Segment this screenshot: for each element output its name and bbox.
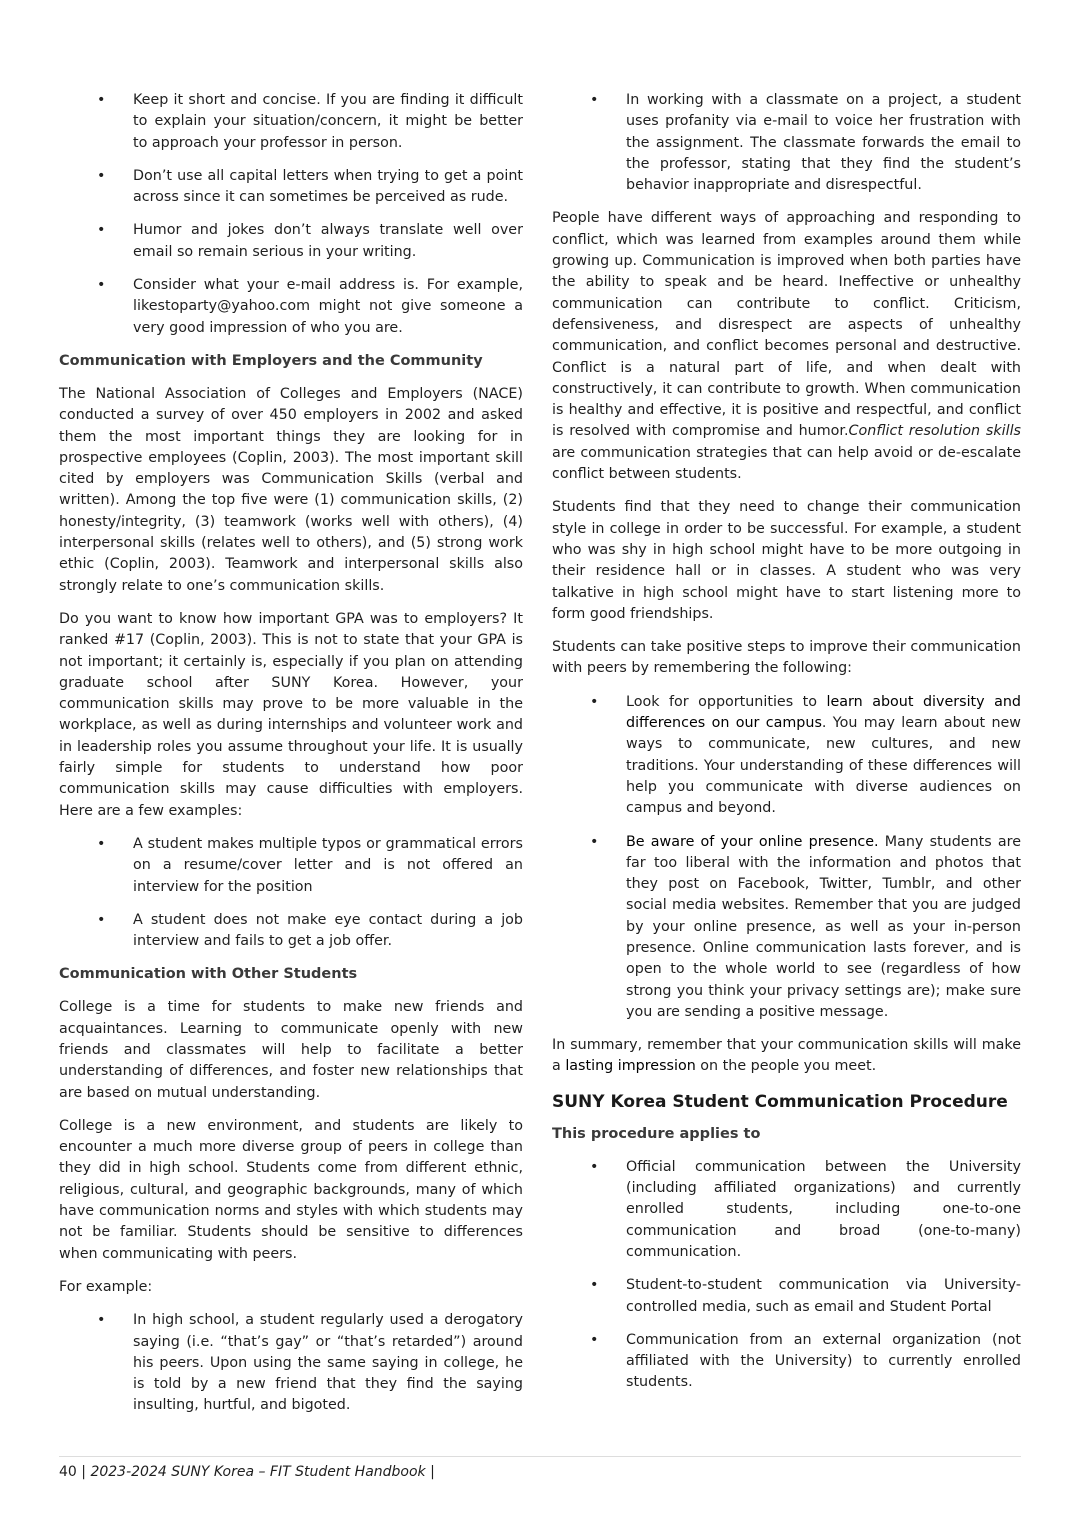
list-item: • Keep it short and concise. If you are finding it difficult to explain your situation/concern, it might be better to approach your professor in person. — [59, 90, 523, 154]
online-presence-emphasis: Be aware of your online presence. — [626, 833, 879, 850]
paragraph-college-friends: College is a time for students to make new friends and acquaintances. Learning to communicate openly with new friends and classmates will help to facilitate a better understanding of differences, and foster new relationships that are based on mutual understanding. — [59, 999, 523, 1101]
summary-text: In summary, remember that your communication skills will make a — [552, 1037, 1021, 1075]
paragraph-conflict — [552, 208, 1021, 485]
footer-separator: | — [425, 1464, 435, 1480]
list-item: • In high school, a student regularly used a derogatory saying (i.e. “that’s gay” or “that’s retarded”) around his peers. Upon using the same saying in college, he is told by a new friend that they find the saying insulting, hurtful, and bigoted. — [59, 1310, 523, 1416]
paragraph-nace: The National Association of Colleges and Employers (NACE) conducted a survey of over 450 employers in 2002 and asked them the most important things they are looking for in prospective employees (Coplin, 2003). The most important skill cited by employers was Communication Skills (verbal and written). Among the top five were (1) communication skills, (2) honesty/integrity, (3) teamwork (works well with others), (4) interpersonal skills (relates well to others), and (5) strong work ethic (Coplin, 2003). Teamwork and interpersonal skills also strongly relate to one’s communication skills. — [59, 385, 523, 594]
employer-examples-list — [59, 834, 523, 952]
improvement-steps-list — [552, 692, 1021, 1023]
peer-examples-list-continued — [552, 90, 1021, 196]
list-item: • Official communication between the University (including affiliated organizations) and currently enrolled students, including one-to-one communication and broad (one-to-many) communication. — [552, 1157, 1021, 1263]
page-footer — [59, 1462, 435, 1482]
peer-examples-list — [59, 1310, 523, 1416]
paragraph-college-environment: College is a new environment, and students are likely to encounter a much more diverse group of peers in college than they did in high school. Students come from different ethnic, religious, cultural, and geographic backgrounds, many of which have communication norms and styles with which students may not be familiar. Students should be sensitive to differences when communicating with peers. — [59, 1117, 523, 1262]
list-item — [552, 832, 1021, 1024]
list-item: • Consider what your e-mail address is. For example, likestoparty@yahoo.com might not give someone a very good impression of who you are. — [59, 275, 523, 339]
paragraph-gpa: Do you want to know how important GPA was to employers? It ranked #17 (Coplin, 2003). This is not to state that your GPA is not important; it certainly is, especially if you plan on attending graduate school after SUNY Korea. However, your communication skills may prove to be more valuable in the workplace, as well as during internships and volunteer work and in leadership roles you assume throughout your life. It is usually fairly simple for students to understand how poor communication skills may cause difficulties with employers. Here are a few examples: — [59, 610, 523, 819]
left-column — [59, 90, 523, 1429]
diversity-emphasis: learn about diversity and differences on our campus — [626, 693, 1021, 732]
list-item: • A student does not make eye contact during a job interview and fails to get a job offer. — [59, 910, 523, 953]
list-item-text: Look for opportunities to — [626, 693, 827, 710]
lasting-impression-emphasis: lasting impression — [565, 1058, 696, 1075]
paragraph-steps: Students can take positive steps to improve their communication with peers by remembering the following: — [552, 639, 1021, 677]
list-item-text: Many students are far too liberal with the information and photos that they post on Facebook, Twitter, Tumblr, and other social media websites. Remember that you are judged by your online presence, as well as your in-person presence. Online communication lasts forever, and is open to the whole world to see (regardless of how strong you think your privacy settings are); make sure you are sending a positive message. — [626, 833, 1021, 1020]
footer-separator: | — [76, 1464, 91, 1480]
email-tips-list — [59, 90, 523, 339]
list-item: • Don’t use all capital letters when trying to get a point across since it can sometimes be perceived as rude. — [59, 166, 523, 209]
footer-rule — [59, 1456, 1021, 1457]
list-item: • Communication from an external organization (not affiliated with the University) to currently enrolled students. — [552, 1330, 1021, 1394]
section-heading-employers: Communication with Employers and the Community — [59, 352, 483, 369]
page-number: 40 — [59, 1464, 77, 1480]
conflict-text: People have different ways of approaching and responding to conflict, which was learned from examples around them while growing up. Communication is improved when both parties have the ability to speak and be heard. Ineffective or unhealthy communication can contribute to conflict. Criticism, defensiveness, and disrespect are aspects of unhealthy communication, and conflict becomes personal and destructive. Conflict is a natural part of life, and when dealt with constructively, it can contribute to growth. When communication is healthy and effective, it is positive and respectful, and conflict is resolved with compromise and humor. — [552, 210, 1021, 440]
summary-text-end: on the people you meet. — [695, 1058, 877, 1075]
section-heading-students: Communication with Other Students — [59, 966, 358, 983]
handbook-title: 2023-2024 SUNY Korea – FIT Student Handbook — [90, 1464, 426, 1480]
list-item: • Student-to-student communication via University-controlled media, such as email and Student Portal — [552, 1275, 1021, 1318]
list-item-text: . You may learn about new ways to communicate, new cultures, and new traditions. Your understanding of these differences will help you communicate with diverse audiences on campus and beyond. — [626, 715, 1022, 817]
conflict-text-end: are communication strategies that can help avoid or de-escalate conflict between students. — [552, 444, 1021, 483]
paragraph-style: Students find that they need to change their communication style in college in order to be successful. For example, a student who was shy in high school might have to be more outgoing in their residence hall or in classes. A student who was very talkative in high school might have to start listening more to form good friendships. — [552, 499, 1021, 622]
paragraph-for-example: For example: — [59, 1278, 153, 1295]
procedure-scope-list — [552, 1157, 1021, 1394]
right-column — [552, 90, 1021, 1406]
list-item: • A student makes multiple typos or grammatical errors on a resume/cover letter and is not offered an interview for the position — [59, 834, 523, 898]
conflict-resolution-term: Conflict resolution skills — [848, 423, 1021, 440]
list-item: • Humor and jokes don’t always translate well over email so remain serious in your writing. — [59, 220, 523, 263]
list-item — [552, 692, 1021, 820]
section-heading-procedure: SUNY Korea Student Communication Procedure — [552, 1091, 1008, 1112]
list-item: • In working with a classmate on a project, a student uses profanity via e-mail to voice her frustration with the assignment. The classmate forwards the email to the professor, stating that they find the student’s behavior inappropriate and disrespectful. — [552, 90, 1021, 196]
subheading-applies-to: This procedure applies to — [552, 1125, 761, 1142]
paragraph-summary — [552, 1035, 1021, 1078]
